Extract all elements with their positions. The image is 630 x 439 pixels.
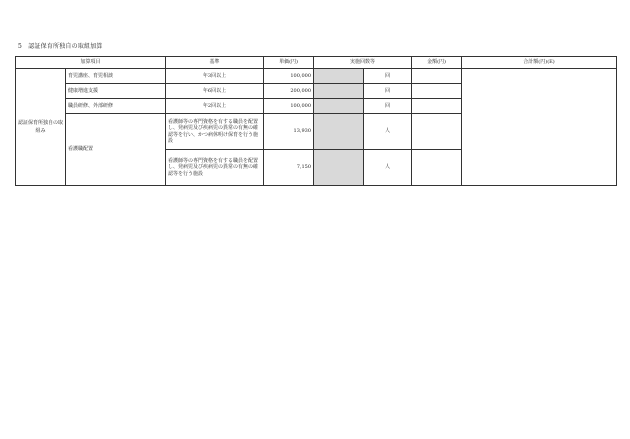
header-count: 実施回数等 [314, 57, 412, 69]
nurse-count-input[interactable] [314, 114, 364, 150]
row-unit-price: 200,000 [264, 84, 314, 99]
nurse-count-unit: 人 [364, 150, 412, 186]
nurse-basis: 看護師等の専門資格を有する職員を配置し、発病児及び疾病児の異常の有無の確認等を行い、かつ病休明け保育を行う施設 [166, 114, 264, 150]
row-count-input[interactable] [314, 84, 364, 99]
header-total: 合計額(円)(E) [462, 57, 617, 69]
nurse-count-unit: 人 [364, 114, 412, 150]
header-amount: 金額(円) [412, 57, 462, 69]
row-basis: 年2回以上 [166, 99, 264, 114]
table-row [16, 69, 617, 84]
header-row [16, 57, 617, 69]
section-title: 5 認証保育所独自の取組加算 [18, 43, 103, 50]
row-basis: 年6回以上 [166, 84, 264, 99]
row-basis: 年3回以上 [166, 69, 264, 84]
nurse-basis: 看護師等の専門資格を有する職員を配置し、発病児及び疾病児の異常の有無の確認等を行う施設 [166, 150, 264, 186]
row-amount-cell[interactable] [412, 99, 462, 114]
nurse-unit-price: 13,930 [264, 114, 314, 150]
row-count-input[interactable] [314, 99, 364, 114]
row-unit-price: 100,000 [264, 99, 314, 114]
total-cell[interactable] [462, 69, 617, 186]
row-item: 育児講座、育児相談 [66, 69, 166, 84]
nurse-count-input[interactable] [314, 150, 364, 186]
nurse-item: 看護職配置 [66, 114, 166, 186]
row-item: 健康増進支援 [66, 84, 166, 99]
row-count-unit: 回 [364, 99, 412, 114]
row-amount-cell[interactable] [412, 69, 462, 84]
addon-table [15, 56, 617, 186]
row-unit-price: 100,000 [264, 69, 314, 84]
header-unit-price: 単価(円) [264, 57, 314, 69]
nurse-amount-cell[interactable] [412, 150, 462, 186]
row-count-unit: 回 [364, 69, 412, 84]
row-amount-cell[interactable] [412, 84, 462, 99]
nurse-unit-price: 7,150 [264, 150, 314, 186]
row-count-unit: 回 [364, 84, 412, 99]
nurse-amount-cell[interactable] [412, 114, 462, 150]
group-label: 認証保育所独自の取組み [16, 69, 66, 186]
header-item: 加算項目 [16, 57, 166, 69]
row-count-input[interactable] [314, 69, 364, 84]
row-item: 職員研修、外部研修 [66, 99, 166, 114]
header-basis: 基準 [166, 57, 264, 69]
